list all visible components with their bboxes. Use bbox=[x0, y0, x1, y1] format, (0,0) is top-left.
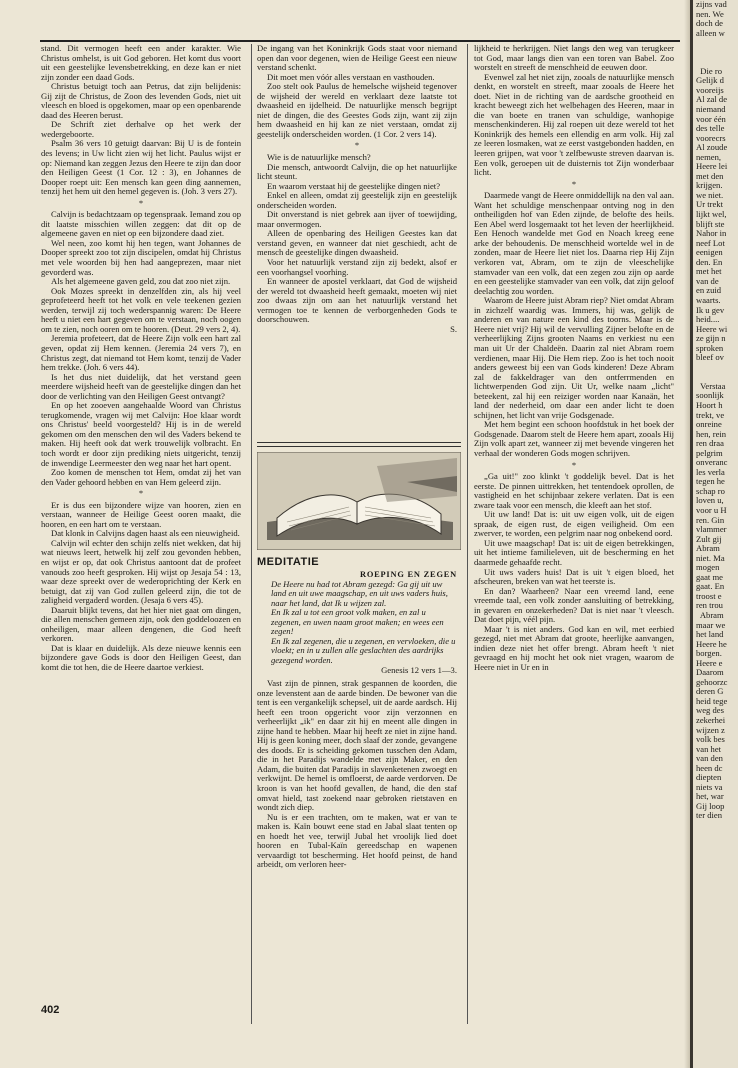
paragraph: Waarom de Heere juist Abram riep? Niet omdat Abram in zichzelf waardig was. Immers, hij was, gelijk de anderen en van nature een kind des toorns. Maar is de Heere niet vrij? Hij wil de vervulling Zijner belofte en de verheerlijking Zijns grooten Naams en verkiest nu een man uit Ur der Chaldeën. Daarin zal niet Abram roem verdienen, maar Hij. Die Hem riep. Zoo is het toch nooit anders geweest bij een van Gods kinderen! Deze Abram zal de fakkeldrager van den ontferrmenden en lichtwerpenden God zijn. Uit Ur, welke naam „licht" beteekent, zal hij een reiziger worden naar Kanaän, het land der nederheid, om daar een ander licht te doen schijnen, het licht van vrije Godsgenade. bbox=[474, 295, 674, 420]
next-page-text: zijns vad nen. We doch de alleen w Die ro Gelijk d vooreijs Al zal de niemand voor één des telle voorecrs Al zoude nemen, Heere lei met den krijgen. we niet. Ur trekt lijkt wel, blijft ste Nahor in neef Lot eenigen den. En met het van de en zuid waarts. Ik u gev heid.... Heere wi ze gijn n sproken bleef ov Verstaa soonlijk Hoort h trekt, ve onreine hen, rein ren draa pelgrim onveranc les verla tegen he schap ro loven u, voor u H ren. Gin vlammer Zult gij Abram niet. Ma mogen gaat me gaat. En troost e ren trou Abram maar we het land Heere he borgen. Heere e Daarom gehoorzc deren G heid tege weg des zekerhei wijzen z volk bes van het van den heen dc diepten niets va het, war Gij loop ter dien bbox=[696, 0, 728, 821]
section-rule bbox=[257, 446, 461, 447]
paragraph: Uit uw land! Dat is: uit uw eigen volk, uit de eigen spraak, de eigen rust, de eigen veiligheid. Om een zwerver, te worden, een pelgrim naar nog onbekend oord. bbox=[474, 509, 674, 539]
paragraph: De Schrift ziet derhalve op het werk der wedergeboorte. bbox=[41, 119, 241, 139]
paragraph: Enkel en alleen, omdat zij geestelijk zijn en geestelijk onderscheiden worden. bbox=[257, 190, 457, 210]
page-number: 402 bbox=[41, 1004, 60, 1016]
scripture-motto: De Heere nu had tot Abram gezegd: Ga gij uit uw land en uit uwe maagschap, en uit uws vaders huis, naar het land, dat Ik u wijzen zal. bbox=[271, 578, 448, 608]
paragraph: Psalm 36 vers 10 getuigt daarvan: Bij U is de fontein des levens; in Uw licht zien wij het licht. Paulus wijst er op: Niemand kan zeggen Jezus den Heere te zijn dan door den Heiligen Geest (1 Cor. 12 : 3), en Johannes de Dooper roept uit: Een mensch kan geen ding aannemen, tenzij het hem uit den hemel gegeven is. (Joh. 3 vers 27). bbox=[41, 138, 241, 197]
paragraph: Daarmede vangt de Heere onmiddellijk na den val aan. Want het schuldige menschenpaar ontving nog in den ontheiligden hof van Eden zijnde, de belofte des heils. Een Abel werd losgemaakt tot het leven der heerlijkheid. Een Henoch wandelde met God en Noach kreeg eene arke der behoudenis. De menschheid wortelde wel in de zonden, maar de Heere liet niet los. Daarna riep Hij Zijn verkoren vat, Abram, om te zijn de vleeschelijke stamvader van een volk, dat een zegen zou zijn op aarde en een geestelijke stamvader van een volk, dat zijn geloof deelachtig zou worden. bbox=[474, 190, 674, 296]
paragraph: Evenwel zal het niet zijn, zooals de natuurlijke mensch denkt, en worstelt en streeft, maar zooals de Heere het doet. Niet in de richting van de aardsche grootheid en kracht beweegt zich het welbehagen des Heeren, maar in die van boete en tranen van schuldige, wanhopige menschenkinderen. Hij zal roepen uit deze wereld tot het Koninkrijk des hemels een ellendig en arm volk. Hij zal ze leeren losmaken, wat ze eerst vastgebonden hadden, en leeren grijpen, wat voor 't zelfbewuste streven daarvan is. Een volk, geroepen uit de duisternis tot Zijn wonderbaar licht. bbox=[474, 71, 674, 178]
paragraph: Uit uws vaders huis! Dat is uit 't eigen bloed, het afscheuren, breken van wat het teerste is. bbox=[474, 566, 674, 587]
paragraph: En wanneer de apostel verklaart, dat God de wijsheid der wereld tot dwaasheid heeft gemaakt, moeten wij niet zoo dwaas zijn om aan het natuurlijk verstand het vermogen toe te kennen de verborgenheden Gods te doorschouwen. bbox=[257, 276, 457, 325]
paragraph: Voor het natuurlijk verstand zijn zij bedekt, alsof er een voorhangsel voorhing. bbox=[257, 257, 457, 277]
paragraph: Vast zijn de pinnen, strak gespannen de koorden, die onze levenstent aan de aarde binden. De bewoner van die tent is een vergankelijk schepsel, uit de aarde aardsch. Hij heeft een troon opgericht voor zijn verzonnen en verheerlijkt „ik" en daar zit hij en meent alle dingen in zijne hand te hebben. Maar hij heeft ze niet in zijne hand. Hij is geen koning meer, doch slaaf der zonde, gevangene des doods. Er is scheiding gekomen tusschen den Adam, die in het Paradijs wandelde met zijn Maker, en den Adam, die buiten dat Paradijs in slavenketenen zwoegt en verkwijnt. De hemel is omfloerst, de aarde verdorven. De kroon is van het hoofd gevallen, de hand, die den staf omvat hield, tast zoekend naar gebroken rietstaven en wondt zich diep. bbox=[257, 678, 457, 813]
paragraph: „Ga uit!" zoo klinkt 't goddelijk bevel. Dat is het eerste. De pinnen uittrekken, het tentendoek oprollen, de vastigheid en het schijnbaar zekere verlaten. Dat is een zware taak voor een mensch, die kleeft aan het stof. bbox=[474, 471, 674, 510]
column-2-meditation bbox=[257, 570, 457, 1030]
paragraph: Dat klonk in Calvijns dagen haast als een nieuwigheid. bbox=[51, 528, 240, 539]
paragraph: Is het dus niet duidelijk, dat het verstand geen meerdere wijsheid heeft van de geestelijke dingen dan het door de verlichting van den Heiligen Geest ontvangt? bbox=[41, 371, 241, 401]
paragraph: Calvijn is bedachtzaam op tegenspraak. Iemand zou op dit laatste misschien willen zeggen: dat dit op de algemeene gaven en niet op een bijzondere daad ziet. bbox=[41, 209, 241, 239]
paragraph: Ook Mozes spreekt in denzelfden zin, als hij veel geprofeteerd heeft tot het volk en vele teekenen gezien werden, terwijl zij toch wederspannig waren: De Heere heeft u niet een hart gegeven om te verstaan, noch oogen om te zien, noch ooren om te hooren. (Deut. 29 vers 2, 4). bbox=[41, 285, 241, 334]
open-book-icon bbox=[257, 452, 461, 550]
paragraph: Als het algemeene gaven geld, zou dat zoo niet zijn. bbox=[51, 276, 231, 287]
paragraph: En dan? Waarheen? Naar een vreemd land, eene vreemde taal, een volk zonder aansluiting of betrekking, in gevaren en onzekerheden? Dat is niet naar 't vleesch. Dat doet pijn, véél pijn. bbox=[474, 585, 674, 625]
scripture-motto: En Ik zal u tot een groot volk maken, en zal u zegenen, en uwen naam groot maken; en wees een zegen! bbox=[271, 607, 444, 637]
paragraph: Christus betuigt toch aan Petrus, dat zijn belijdenis: Gij zijt de Christus, de Zoon des levenden Gods, niet uit vleesch en bloed is opgekomen, maar op een openbarende daad des Heeren berust. bbox=[41, 81, 241, 120]
column-divider bbox=[251, 44, 252, 1024]
next-page-edge bbox=[690, 0, 738, 1068]
paragraph: Wie is de natuurlijke mensch? bbox=[267, 152, 371, 163]
paragraph: Dit onverstand is niet gebrek aan ijver of toewijding, maar onvermogen. bbox=[257, 209, 457, 229]
column-3 bbox=[474, 44, 674, 1044]
meditatie-heading: MEDITATIE bbox=[257, 556, 320, 568]
section-star: * bbox=[138, 488, 144, 499]
column-2-top bbox=[257, 44, 457, 484]
top-rule bbox=[40, 40, 680, 42]
paragraph: Nu is er een trachten, om te maken, wat er van te maken is. Kaïn bouwt eene stad en Jabal slaat tenten op en hoedt het vee, terwijl Jubal het vroolijk lied doet hooren en Tubal-Kaïn gereedschap en wapenen vervaardigt tot bescherming. Het hoofd peinst, de hand arbeidt, om verloren heer- bbox=[257, 811, 457, 870]
paragraph: De ingang van het Koninkrijk Gods staat voor niemand open dan voor degenen, wien de Heilige Geest een nieuw verstand schenkt. bbox=[257, 44, 457, 73]
paragraph: Met hem begint een schoon hoofdstuk in het boek der Godsgenade. Daarom stelt de Heere hem apart, zooals Hij Zijn volk apart zet, wanneer zij met bevende vingeren het verhaal der wonderen Gods mogen schrijven. bbox=[474, 419, 674, 458]
open-bible-illustration bbox=[257, 452, 461, 550]
paragraph: Uit uwe maagschap! Dat is: uit de eigen betrekkingen, uit het intieme familieleven, uit de bescherming en het daarmede gehaafde recht. bbox=[474, 537, 674, 567]
paragraph: lijkheid te herkrijgen. Niet langs den weg van terugkeer tot God, maar langs dien van een toren van Babel. Zoo worstelt en streeft de menschheid de eeuwen door. bbox=[474, 44, 674, 73]
paragraph: stand. Dit vermogen heeft een ander karakter. Wie Christus omhelst, is uit God geboren. Het komt dus voort uit een geestelijke levensbetrekking, en deze kan er niet zijn zonder een daad Gods. bbox=[41, 44, 241, 82]
paragraph: Daaruit blijkt tevens, dat het hier niet gaat om dingen, die allen menschen gemeen zijn, ook den goddeloozen en onheiligen, maar alleen dengenen, die God heeft verkoren. bbox=[41, 604, 241, 644]
meditation-title: ROEPING EN ZEGEN bbox=[359, 570, 457, 579]
paragraph: En op het zooeven aangehaalde Woord van Christus terugkomende, vragen wij met Calvijn: Hoe klaar wordt ons Christus' beeld voorgesteld? Hij is in de wereld gekomen om den menschen den wil des Vaders bekend te maken. Hij heeft ook dat werk trouwelijk volbracht. En toch wordt er door zijn prediking niets uitgericht, tenzij de inwendige Leermeester den weg naar het hart opent. bbox=[41, 400, 241, 468]
paragraph: Jeremia profeteert, dat de Heere Zijn volk een hart zal geven, opdat zij Hem kennen. (Jeremia 24 vers 7), en Christus zegt, dat niemand tot Hem komt, tenzij de Vader hem trekke. (Joh. 6 vers 44). bbox=[41, 333, 241, 373]
author-signature: S. bbox=[450, 323, 457, 334]
paragraph: Die mensch, antwoordt Calvijn, die op het natuurlijke licht steunt. bbox=[257, 161, 457, 182]
section-star: * bbox=[571, 459, 577, 470]
column-divider bbox=[467, 44, 468, 1024]
scripture-motto: En Ik zal zegenen, die u zegenen, en vervloeken, die u vloekt; en in u zullen alle geslachten des aardrijks gezegend worden. bbox=[271, 635, 456, 665]
paragraph: Dat is klaar en duidelijk. Als deze nieuwe kennis een bijzondere gave Gods is door den Heiligen Geest, dan komt die tot hen, die de Heere daartoe verkiest. bbox=[41, 642, 241, 672]
paragraph: Er is dus een bijzondere wijze van hooren, zien en verstaan, wanneer de Heilige Geest ooren maakt, die hooren, en een hart om te verstaan. bbox=[41, 499, 241, 529]
section-star: * bbox=[354, 140, 360, 151]
section-rule bbox=[257, 442, 461, 443]
scripture-reference: Genesis 12 vers 1—3. bbox=[381, 665, 457, 676]
column-1 bbox=[41, 44, 241, 1044]
paragraph: Dit moet men vóór alles verstaan en vasthouden. bbox=[267, 71, 435, 82]
section-star: * bbox=[138, 197, 144, 208]
paragraph: Maar 't is niet anders. God kan en wil, met eerbied gezegd, niet met Abram dat groote, heerlijke aanvangen, indien deze niet het offer brengt. Abram heeft 't niet gevraagd en hij mocht het ook niet vragen, waarom de Heere niet in Ur en in bbox=[474, 623, 674, 672]
paragraph: Zoo stelt ook Paulus de hemelsche wijsheid tegenover de wijsheid der wereld en verklaart deze laatste tot dwaasheid en ijdelheid. De natuurlijke mensch begrijpt niet de dingen, die des Geestes Gods zijn, want zij zijn hem dwaasheid en hij kan ze niet verstaan, omdat zij geestelijk onderscheiden worden. (1 Cor. 2 vers 14). bbox=[257, 81, 457, 139]
paragraph: En waarom verstaat hij de geestelijke dingen niet? bbox=[267, 180, 441, 191]
paragraph: Calvijn wil echter den schijn zelfs niet wekken, dat hij wat nieuws leert, hetwelk hij zelf zou gevonden hebben, en wijst er op, dat ook Christus aantoont dat de profeet vanouds zoo heeft gesproken. Hij wijst op Jesaja 54 : 13, waar deze spreekt over de wederoprichting der Kerk en betuigt, dat zij van God zullen geleerd zijn, die tot de zaligheid vergaderd worden. (Jesaja 6 vers 45). bbox=[41, 537, 241, 606]
paragraph: Wel neen, zoo komt hij hen tegen, want Johannes de Dooper spreekt zoo tot zijn discipelen, omdat hij Christus met vele woorden bij hen had aangeprezen, maar niet gevorderd was. bbox=[41, 237, 241, 277]
section-star: * bbox=[571, 178, 577, 189]
paragraph: Zoo komen de menschen tot Hem, omdat zij het van den Vader gehoord hebben en van Hem geleerd zijn. bbox=[41, 467, 241, 487]
paragraph: Alleen de openbaring des Heiligen Geestes kan dat verstand geven, en wanneer dat niet geschiedt, acht de mensch de geestelijke dingen dwaasheid. bbox=[257, 228, 457, 258]
